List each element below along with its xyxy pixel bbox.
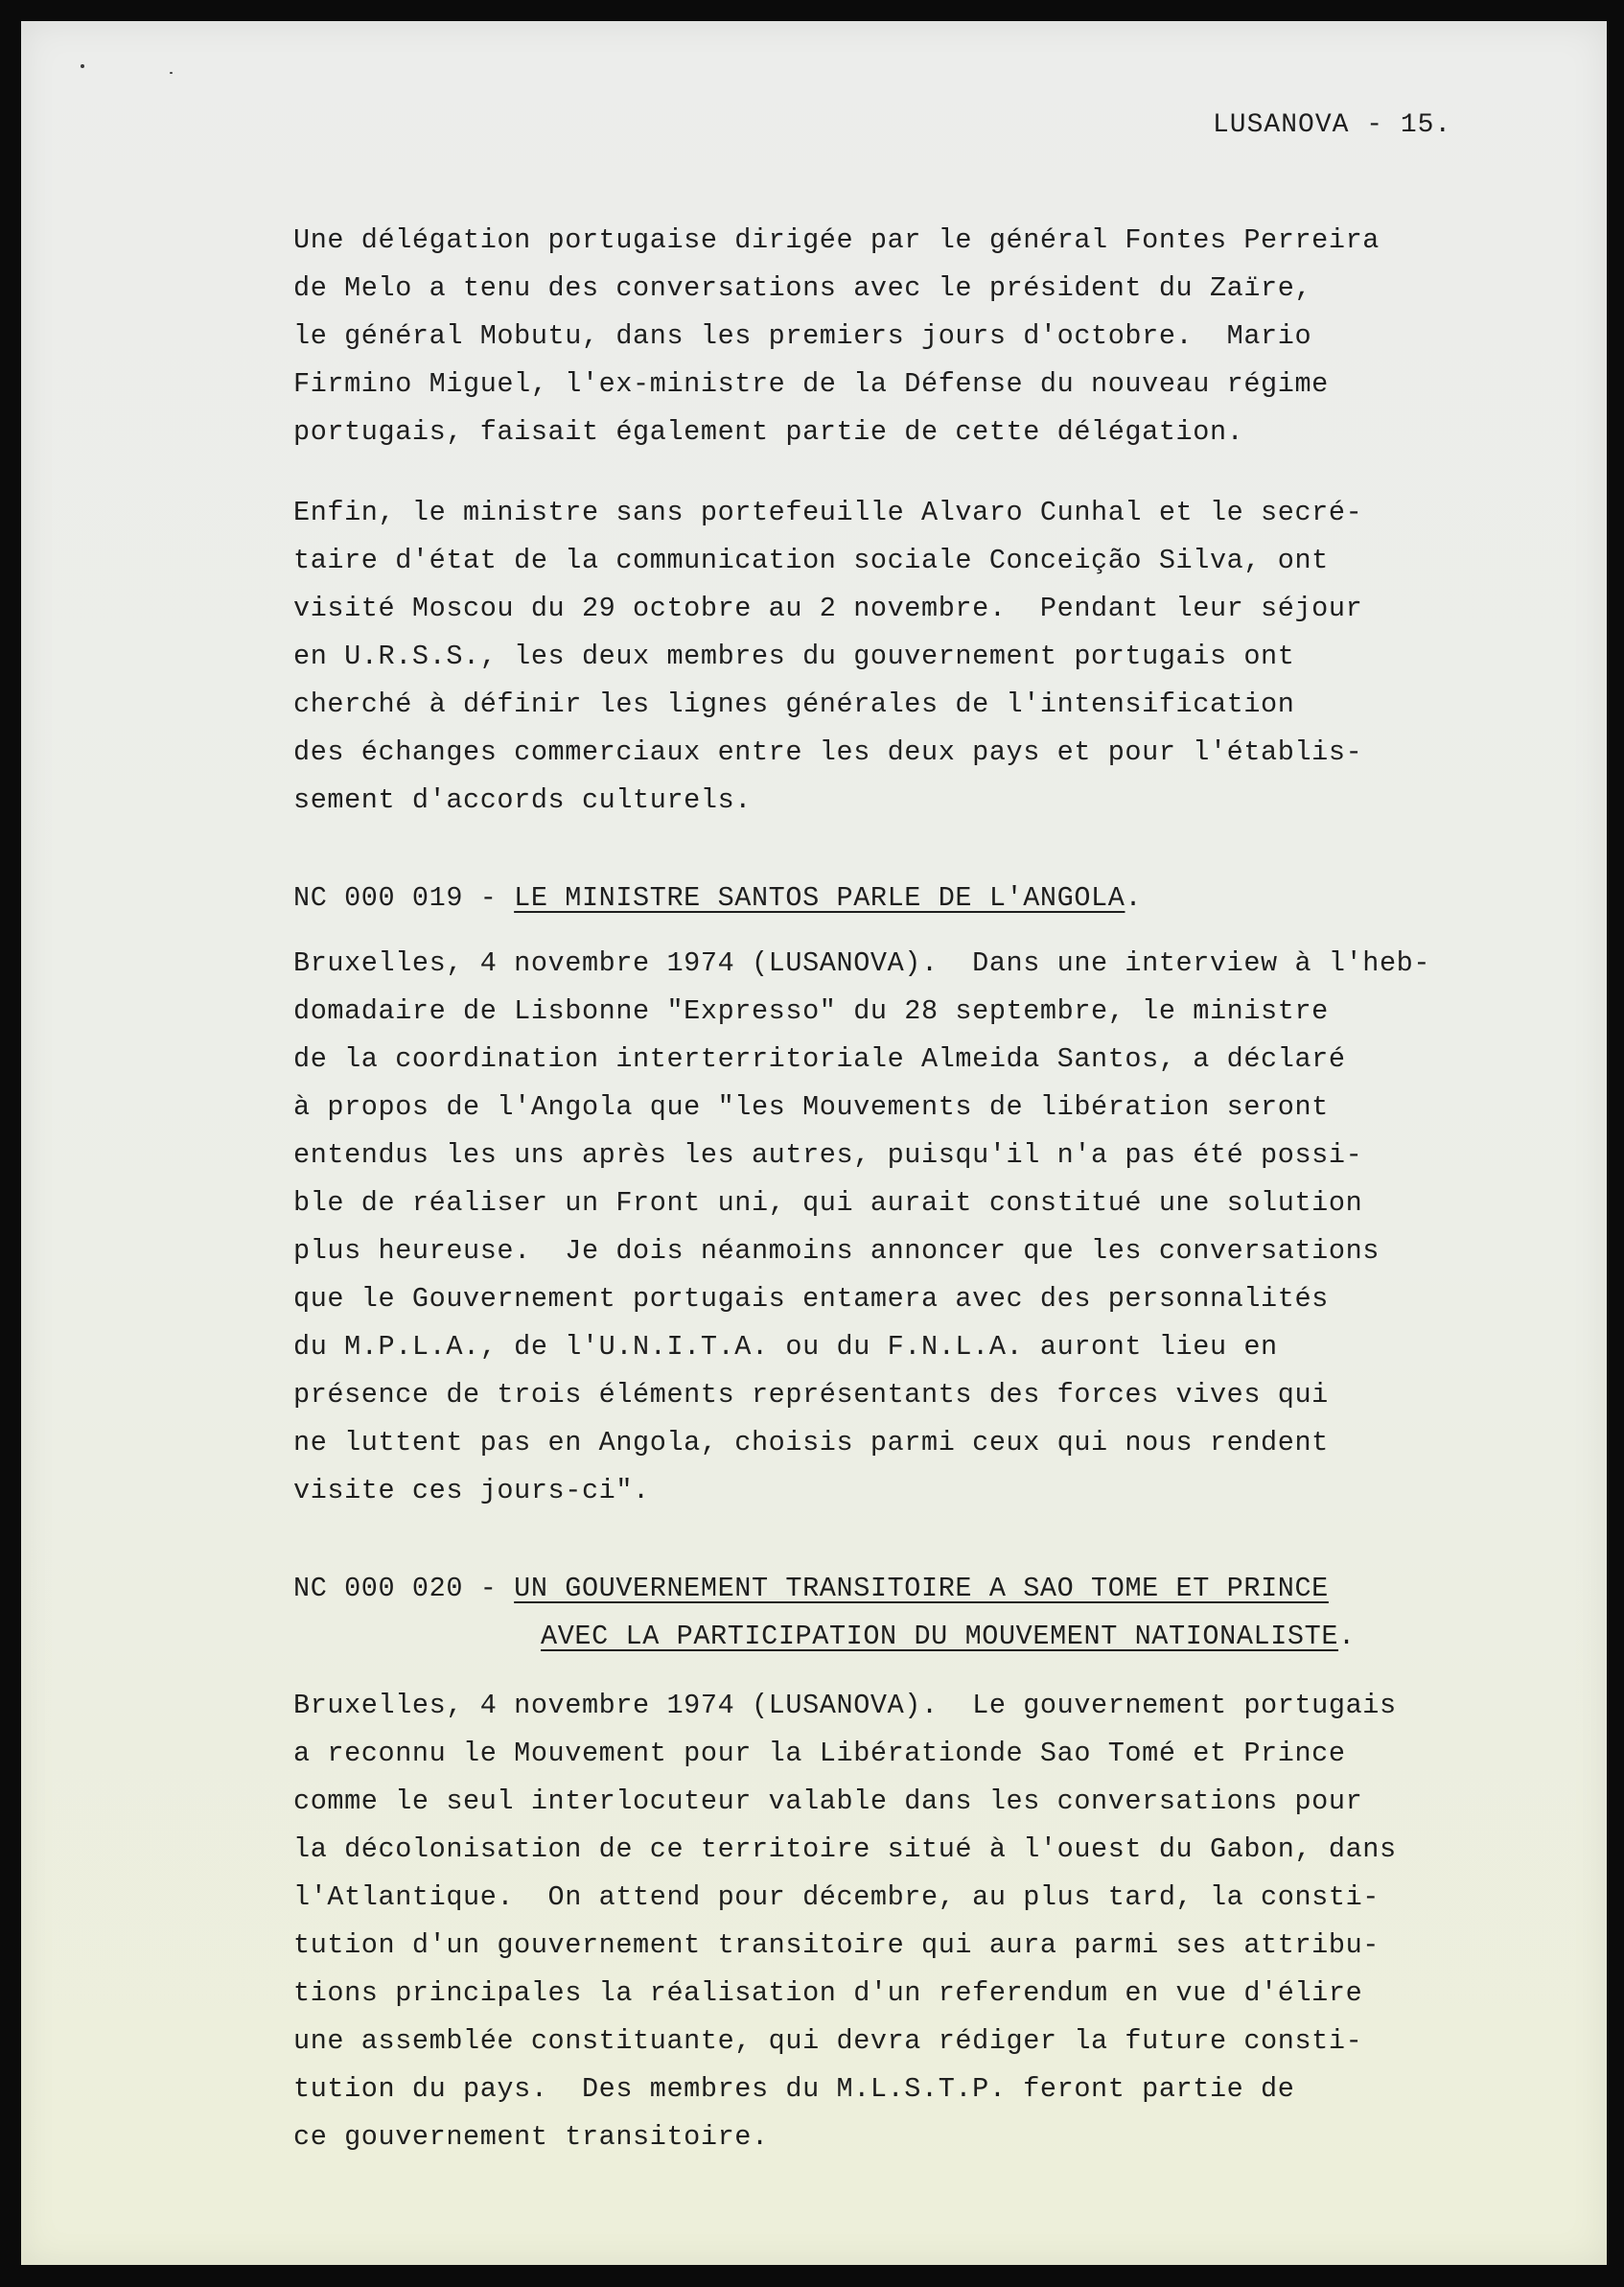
text-line: visité Moscou du 29 octobre au 2 novembre. Pendant leur séjour [293,593,1363,624]
section-heading-continued [541,1623,1356,1651]
text-line: Enfin, le ministre sans portefeuille Alvaro Cunhal et le secré- [293,497,1363,528]
section-heading [293,882,1143,914]
section-heading [293,1575,1329,1603]
text-line: ce gouvernement transitoire. [293,2121,769,2153]
text-line: Bruxelles, 4 novembre 1974 (LUSANOVA). Dans une interview à l'heb- [293,947,1431,979]
text-line: sement d'accords culturels. [293,784,752,816]
text-line: en U.R.S.S., les deux membres du gouvernement portugais ont [293,641,1295,672]
text-line: cherché à définir les lignes générales de l'intensification [293,688,1295,720]
text-line: tution du pays. Des membres du M.L.S.T.P. feront partie de [293,2073,1295,2105]
text-line: plus heureuse. Je dois néanmoins annoncer que les conversations [293,1235,1380,1267]
heading-title: LE MINISTRE SANTOS PARLE DE L'ANGOLA [514,882,1125,914]
heading-title: AVEC LA PARTICIPATION DU MOUVEMENT NATIONALISTE [541,1621,1339,1652]
heading-code: NC 000 020 - [293,1573,515,1604]
text-line: le général Mobutu, dans les premiers jours d'octobre. Mario [293,320,1312,352]
heading-title: UN GOUVERNEMENT TRANSITOIRE A SAO TOME ET PRINCE [514,1573,1329,1604]
text-line: la décolonisation de ce territoire situé à l'ouest du Gabon, dans [293,1833,1397,1865]
text-line: entendus les uns après les autres, puisqu'il n'a pas été possi- [293,1139,1363,1171]
paper-speck [170,72,173,74]
text-line: portugais, faisait également partie de cette délégation. [293,416,1244,448]
heading-end: . [1338,1621,1356,1652]
text-line: a reconnu le Mouvement pour la Libérationde Sao Tomé et Prince [293,1738,1346,1769]
text-line: Firmino Miguel, l'ex-ministre de la Défense du nouveau régime [293,368,1329,400]
text-line: de Melo a tenu des conversations avec le président du Zaïre, [293,272,1312,304]
text-line: présence de trois éléments représentants des forces vives qui [293,1379,1329,1411]
paper-speck [81,64,84,68]
text-line: que le Gouvernement portugais entamera avec des personnalités [293,1283,1329,1315]
text-line: de la coordination interterritoriale Almeida Santos, a déclaré [293,1043,1346,1075]
text-line: des échanges commerciaux entre les deux pays et pour l'établis- [293,736,1363,768]
text-line: domadaire de Lisbonne "Expresso" du 28 septembre, le ministre [293,995,1329,1027]
text-line: tution d'un gouvernement transitoire qui aura parmi ses attribu- [293,1929,1380,1961]
text-line: comme le seul interlocuteur valable dans les conversations pour [293,1785,1363,1817]
text-line: taire d'état de la communication sociale Conceição Silva, ont [293,545,1329,576]
text-line: Une délégation portugaise dirigée par le général Fontes Perreira [293,224,1380,256]
text-line: du M.P.L.A., de l'U.N.I.T.A. ou du F.N.L.A. auront lieu en [293,1331,1278,1363]
text-line: ne luttent pas en Angola, choisis parmi ceux qui nous rendent [293,1427,1329,1459]
text-line: à propos de l'Angola que "les Mouvements de libération seront [293,1091,1329,1123]
text-line: ble de réaliser un Front uni, qui aurait constitué une solution [293,1187,1363,1219]
text-line: Bruxelles, 4 novembre 1974 (LUSANOVA). Le gouvernement portugais [293,1690,1397,1721]
heading-code: NC 000 019 - [293,882,515,914]
text-line: une assemblée constituante, qui devra rédiger la future consti- [293,2025,1363,2057]
text-line: l'Atlantique. On attend pour décembre, au plus tard, la consti- [293,1881,1380,1913]
text-line: visite ces jours-ci". [293,1475,650,1506]
page-header: LUSANOVA - 15. [1213,110,1452,140]
text-line: tions principales la réalisation d'un referendum en vue d'élire [293,1977,1363,2009]
heading-end: . [1125,882,1143,914]
